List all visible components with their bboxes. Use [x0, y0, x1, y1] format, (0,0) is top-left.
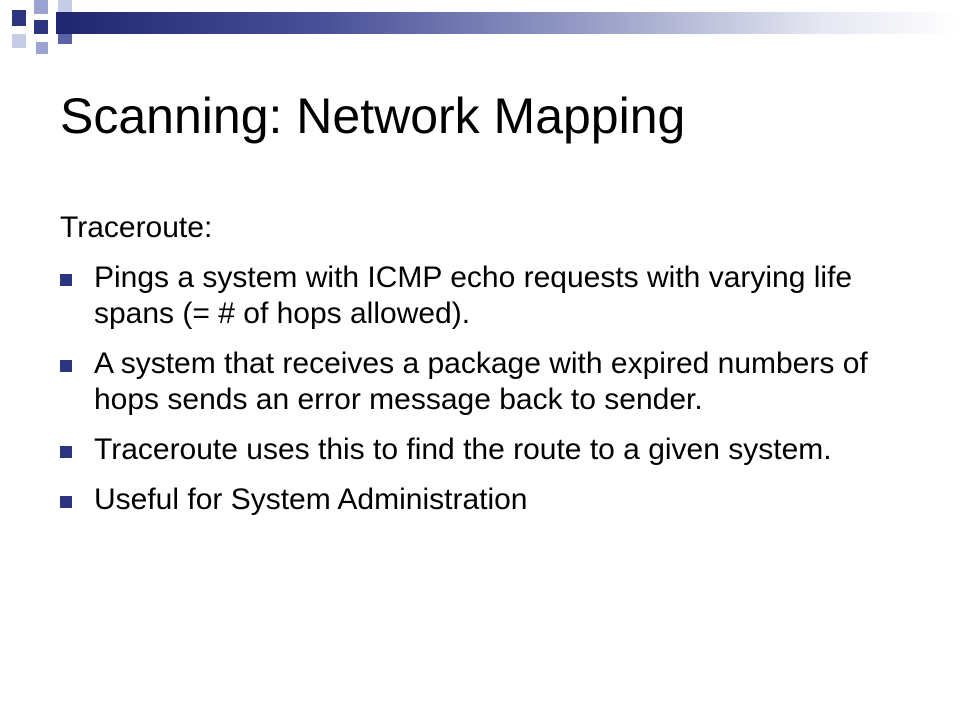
list-item: [60, 482, 890, 518]
decorative-square: [12, 34, 26, 48]
slide-body: [60, 210, 890, 532]
bullet-list: [60, 260, 890, 518]
square-bullet-icon: [60, 446, 72, 458]
intro-text: Traceroute:: [60, 211, 213, 244]
square-bullet-icon: [60, 496, 72, 508]
list-item: [60, 260, 890, 332]
bullet-text: Traceroute uses this to find the route to a given system.: [94, 433, 832, 466]
decorative-square: [34, 20, 48, 34]
bullet-text: Pings a system with ICMP echo requests with varying life spans (= # of hops allowed).: [94, 261, 853, 330]
decorative-square: [34, 0, 48, 14]
square-bullet-icon: [60, 274, 72, 286]
list-item: [60, 432, 890, 468]
square-bullet-icon: [60, 360, 72, 372]
decorative-square: [12, 10, 26, 26]
list-item: [60, 346, 890, 418]
decorative-square: [36, 42, 48, 54]
header-gradient-bar: [56, 12, 960, 34]
bullet-text: Useful for System Administration: [94, 483, 528, 516]
bullet-text: A system that receives a package with expired numbers of hops sends an error message back to sender.: [94, 347, 868, 416]
slide-title: Scanning: Network Mapping: [60, 88, 686, 144]
